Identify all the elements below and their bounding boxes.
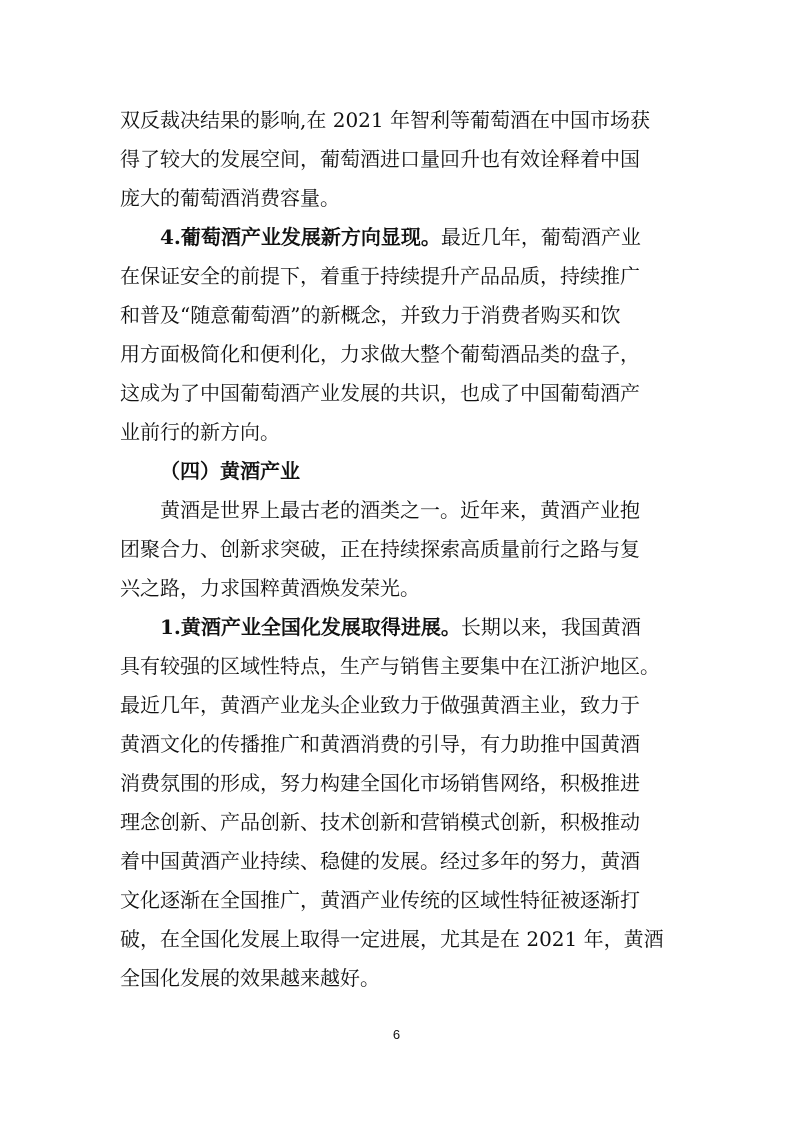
paragraph-line: 破，在全国化发展上取得一定进展，尤其是在 2021 年，黄酒 <box>120 927 664 951</box>
paragraph-line: 消费氛围的形成，努力构建全国化市场销售网络，积极推进 <box>120 771 640 795</box>
paragraph-line: 兴之路，力求国粹黄酒焕发荣光。 <box>120 576 420 600</box>
paragraph-line: 黄酒文化的传播推广和黄酒消费的引导，有力助推中国黄酒 <box>120 732 640 756</box>
paragraph-line: 团聚合力、创新求突破，正在持续探索高质量前行之路与复 <box>120 537 640 561</box>
paragraph-line: 最近几年，黄酒产业龙头企业致力于做强黄酒主业，致力于 <box>120 693 640 717</box>
paragraph-line: 在保证安全的前提下，着重于持续提升产品品质，持续推广 <box>120 264 640 288</box>
paragraph-heading: 4.葡萄酒产业发展新方向显现。 <box>160 225 441 249</box>
paragraph-text: 最近几年，葡萄酒产业 <box>440 225 641 249</box>
paragraph-text: 长期以来，我国黄酒 <box>460 615 641 639</box>
paragraph-line <box>160 614 680 640</box>
paragraph-line: 庞大的葡萄酒消费容量。 <box>120 186 340 210</box>
paragraph-line: 得了较大的发展空间，葡萄酒进口量回升也有效诠释着中国 <box>120 147 640 171</box>
page-number: 6 <box>392 1027 401 1042</box>
paragraph-line <box>160 224 680 250</box>
paragraph-line: 全国化发展的效果越来越好。 <box>120 966 380 990</box>
paragraph-line: 业前行的新方向。 <box>120 420 280 444</box>
paragraph-line: 理念创新、产品创新、技术创新和营销模式创新，积极推动 <box>120 810 640 834</box>
paragraph-line: 双反裁决结果的影响,在 2021 年智利等葡萄酒在中国市场获 <box>120 108 650 132</box>
paragraph-line: 着中国黄酒产业持续、稳健的发展。经过多年的努力，黄酒 <box>120 849 640 873</box>
paragraph-line: 文化逐渐在全国推广，黄酒产业传统的区域性特征被逐渐打 <box>120 888 640 912</box>
paragraph-heading: 1.黄酒产业全国化发展取得进展。 <box>160 615 461 639</box>
paragraph-line: 黄酒是世界上最古老的酒类之一。近年来，黄酒产业抱 <box>160 498 640 522</box>
paragraph-line: 用方面极简化和便利化，力求做大整个葡萄酒品类的盘子， <box>120 342 640 366</box>
paragraph-line: 这成为了中国葡萄酒产业发展的共识，也成了中国葡萄酒产 <box>120 381 640 405</box>
paragraph-line: 和普及“随意葡萄酒”的新概念，并致力于消费者购买和饮 <box>120 303 621 327</box>
section-heading: （四）黄酒产业 <box>160 459 300 483</box>
paragraph-line: 具有较强的区域性特点，生产与销售主要集中在江浙沪地区。 <box>120 654 660 678</box>
